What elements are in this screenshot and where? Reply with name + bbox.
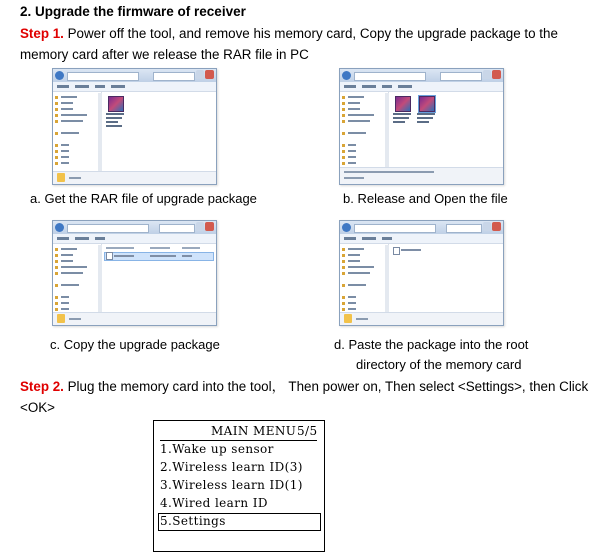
menu-item-wireless-learn-id-3[interactable]: 2.Wireless learn ID(3) xyxy=(160,460,303,474)
navigation-pane xyxy=(340,92,389,172)
caption-d-line1: d. Paste the package into the root xyxy=(334,337,529,352)
step2-text-line1: Plug the memory card into the tool， Then power on, Then select <Settings>, then Click xyxy=(63,379,589,394)
address-bar xyxy=(67,224,149,233)
explorer-window-d xyxy=(339,220,504,326)
step2-paragraph xyxy=(20,376,588,418)
address-bar xyxy=(354,224,436,233)
folder-icon xyxy=(57,314,65,323)
toolbar xyxy=(340,234,503,244)
navigation-pane xyxy=(53,244,102,313)
back-icon xyxy=(342,223,351,232)
folder-icon xyxy=(57,173,65,182)
caption-b: b. Release and Open the file xyxy=(343,191,508,206)
step1-text-line2: memory card after we release the RAR file in PC xyxy=(20,47,309,62)
caption-a: a. Get the RAR file of upgrade package xyxy=(30,191,257,206)
bin-file-icon xyxy=(393,247,400,255)
menu-item-wired-learn-id[interactable]: 4.Wired learn ID xyxy=(160,496,268,510)
menu-divider xyxy=(160,440,317,441)
explorer-window-a xyxy=(52,68,217,185)
toolbar xyxy=(53,234,216,244)
close-icon xyxy=(492,70,501,79)
main-menu-screen xyxy=(153,420,325,552)
back-icon xyxy=(55,71,64,80)
close-icon xyxy=(205,70,214,79)
rar-file-icon xyxy=(108,96,124,112)
window-titlebar xyxy=(340,69,503,82)
window-titlebar xyxy=(53,69,216,82)
file-list xyxy=(102,92,216,172)
caption-d-line2: directory of the memory card xyxy=(356,357,522,372)
menu-item-wireless-learn-id-1[interactable]: 3.Wireless learn ID(1) xyxy=(160,478,303,492)
status-bar xyxy=(53,312,216,325)
minimize-icon xyxy=(483,222,491,231)
rar-file-icon xyxy=(395,96,411,112)
toolbar xyxy=(53,82,216,92)
close-icon xyxy=(205,222,214,231)
minimize-icon xyxy=(196,70,204,79)
step1-label: Step 1. xyxy=(20,26,64,41)
step1-text-line1: Power off the tool, and remove his memory card, Copy the upgrade package to the xyxy=(63,26,558,41)
window-titlebar xyxy=(340,221,503,234)
minimize-icon xyxy=(196,222,204,231)
caption-c: c. Copy the upgrade package xyxy=(50,337,220,352)
navigation-pane xyxy=(340,244,389,313)
search-box xyxy=(440,72,482,81)
step2-label: Step 2. xyxy=(20,379,64,394)
file-list xyxy=(389,244,503,313)
bin-file-icon xyxy=(106,252,113,260)
back-icon xyxy=(342,71,351,80)
menu-item-wake-up-sensor[interactable]: 1.Wake up sensor xyxy=(160,442,274,456)
search-box xyxy=(446,224,482,233)
search-box xyxy=(159,224,195,233)
toolbar xyxy=(340,82,503,92)
extracted-file-icon xyxy=(419,96,435,112)
status-bar xyxy=(340,167,503,184)
search-box xyxy=(153,72,195,81)
window-titlebar xyxy=(53,221,216,234)
minimize-icon xyxy=(483,70,491,79)
folder-icon xyxy=(344,314,352,323)
menu-page-indicator: 5/5 xyxy=(297,424,318,438)
address-bar xyxy=(67,72,139,81)
back-icon xyxy=(55,223,64,232)
section-heading: 2. Upgrade the firmware of receiver xyxy=(20,4,246,19)
address-bar xyxy=(354,72,426,81)
file-list xyxy=(102,244,216,313)
status-bar xyxy=(53,171,216,184)
file-list xyxy=(389,92,503,172)
explorer-window-c xyxy=(52,220,217,326)
navigation-pane xyxy=(53,92,102,172)
status-bar xyxy=(340,312,503,325)
step2-text-line2: <OK> xyxy=(20,400,55,415)
menu-item-settings[interactable]: 5.Settings xyxy=(160,514,226,528)
step1-paragraph xyxy=(20,23,558,65)
close-icon xyxy=(492,222,501,231)
menu-title: MAIN MENU xyxy=(211,424,297,438)
explorer-window-b xyxy=(339,68,504,185)
